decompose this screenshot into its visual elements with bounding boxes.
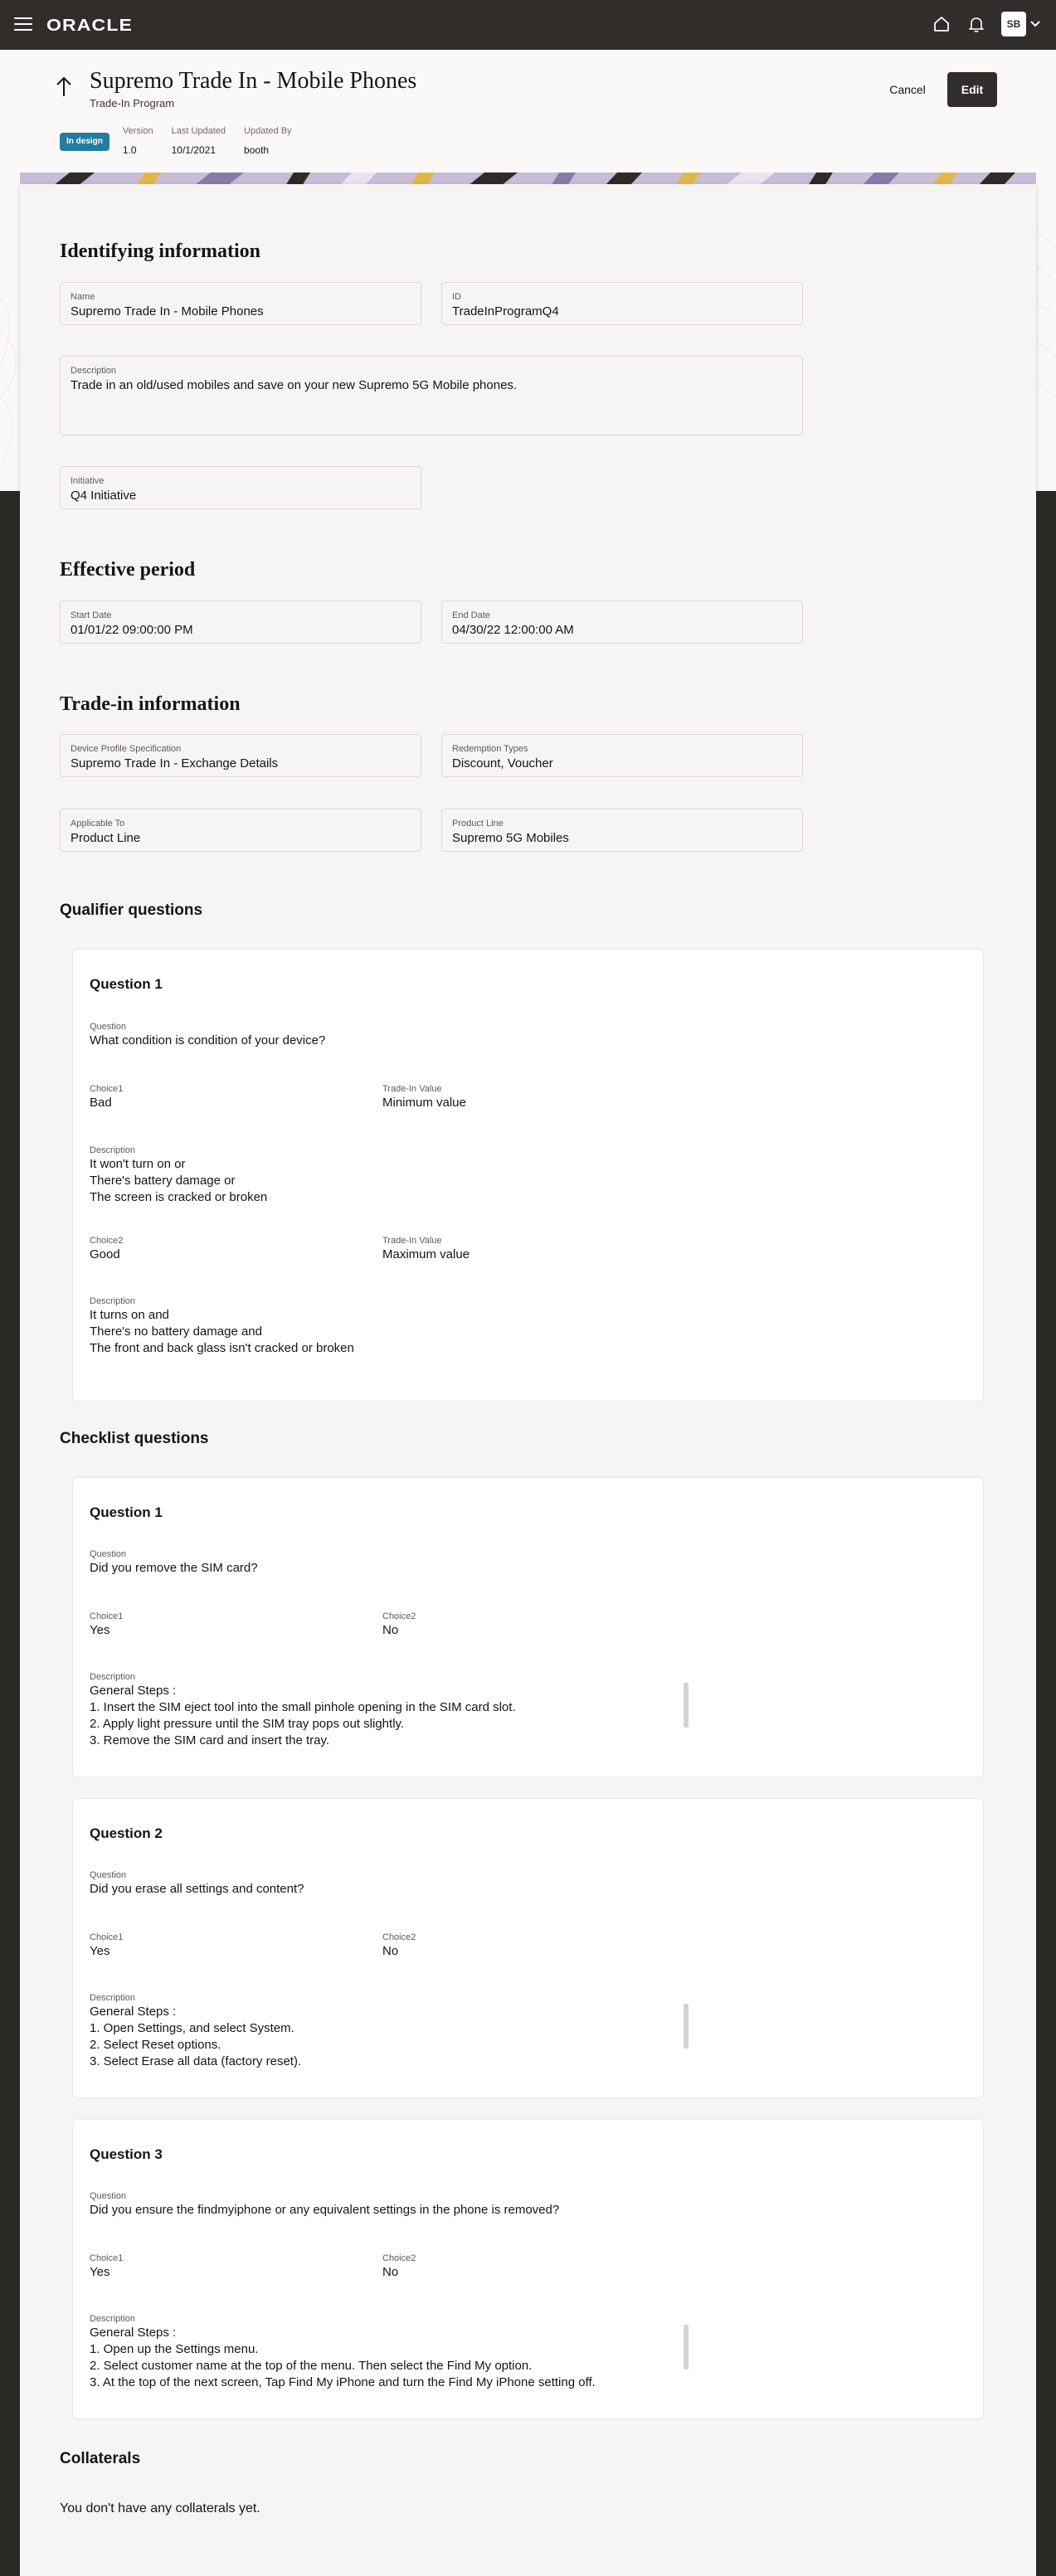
choice1-value: Yes (90, 1944, 110, 1958)
page-subtitle: Trade-In Program (90, 97, 175, 109)
start-date-field: Start Date 01/01/22 09:00:00 PM (60, 600, 421, 644)
scrollbar-thumb[interactable] (684, 2325, 689, 2369)
choice1-value: Yes (90, 1623, 110, 1637)
choice2-value: Good (90, 1247, 120, 1261)
question-title: Question 1 (90, 976, 163, 992)
top-nav-bar (0, 0, 1056, 50)
choice1-value: Bad (90, 1096, 112, 1110)
version-meta: Version 1.0 (122, 126, 153, 156)
checklist-question-card-2: Question 2 Question Did you erase all settings and content? Choice1 Yes Choice2 No Description General Steps : 1. Open Settings, and select System. 2. Select Reset options. 3. Select Erase all data (factory reset). (72, 1798, 984, 2098)
name-field: Name Supremo Trade In - Mobile Phones (60, 282, 421, 325)
checklist-questions-heading: Checklist questions (60, 1430, 209, 1447)
cancel-button[interactable]: Cancel (878, 75, 937, 104)
question-title: Question 2 (90, 1825, 163, 1841)
effective-period-heading: Effective period (60, 559, 196, 581)
description-scroll-area[interactable]: General Steps : 1. Open Settings, and select System. 2. Select Reset options. 3. Select Erase all data (factory reset). (90, 2005, 302, 2068)
choice2-value: No (382, 1944, 399, 1958)
qualifier-question-card: Question 1 Question What condition is condition of your device? Choice1 Bad Trade-In Value Minimum value Description It won't turn on or There's battery damage or The screen is cracked or broken Choice2 Good Trade-In Value Maximum value Description It turns on and There's no battery damage and The front and back glass isn't cracked or broken (72, 949, 984, 1402)
user-menu[interactable] (1001, 12, 1041, 36)
product-line-field: Product Line Supremo 5G Mobiles (441, 809, 803, 852)
scrollbar-thumb[interactable] (684, 1683, 689, 1728)
checklist-question-card-1: Question 1 Question Did you remove the SIM card? Choice1 Yes Choice2 No Description General Steps : 1. Insert the SIM eject tool into the small pinhole opening in the SIM card slot. 2. Apply light pressure until the SIM tray pops out slightly. 3. Remove the SIM card and insert the tray. (72, 1477, 984, 1777)
choice2-value: No (382, 2265, 399, 2279)
id-field: ID TradeInProgramQ4 (441, 282, 803, 325)
avatar[interactable]: SB (1001, 12, 1026, 36)
checklist-question-card-3: Question 3 Question Did you ensure the findmyiphone or any equivalent settings in the phone is removed? Choice1 Yes Choice2 No Description General Steps : 1. Open up the Settings menu. 2. Select customer name at the top of the menu. Then select the Find My option. 3. At the top of the next screen, Tap Find My iPhone and turn the Find My iPhone setting off. (72, 2119, 984, 2419)
scrollbar-thumb[interactable] (684, 2004, 689, 2049)
choice1-description: It won't turn on or There's battery damage or The screen is cracked or broken (90, 1157, 268, 1204)
redemption-types-field: Redemption Types Discount, Voucher (441, 734, 803, 777)
applicable-to-field: Applicable To Product Line (60, 809, 421, 852)
question-title: Question 1 (90, 1504, 163, 1520)
choice2-value: No (382, 1623, 399, 1637)
trade-in-value-1: Minimum value (382, 1096, 466, 1110)
status-badge: In design (60, 133, 109, 151)
collaterals-heading: Collaterals (60, 2450, 141, 2467)
chevron-down-icon[interactable] (1029, 18, 1041, 30)
home-icon[interactable] (932, 14, 951, 34)
description-field: Description Trade in an old/used mobiles and save on your new Supremo 5G Mobile phones. (60, 356, 803, 435)
question-text: What condition is condition of your device? (90, 1033, 326, 1047)
choice1-value: Yes (90, 2265, 110, 2279)
collaterals-empty-message: You don't have any collaterals yet. (60, 2501, 260, 2515)
identifying-information-heading: Identifying information (60, 241, 261, 262)
updated-by-meta: Updated By booth (244, 126, 292, 156)
trade-in-value-2: Maximum value (382, 1247, 470, 1261)
question-title: Question 3 (90, 2146, 163, 2162)
question-text: Did you erase all settings and content? (90, 1882, 304, 1896)
end-date-field: End Date 04/30/22 12:00:00 AM (441, 600, 803, 644)
oracle-logo: ORACLE (46, 17, 134, 35)
description-scroll-area[interactable]: General Steps : 1. Open up the Settings menu. 2. Select customer name at the top of the menu. Then select the Find My option. 3. At the top of the next screen, Tap Find My iPhone and turn the Find My iPhone setting off. (90, 2326, 596, 2389)
device-profile-field: Device Profile Specification Supremo Trade In - Exchange Details (60, 734, 421, 777)
edit-button[interactable]: Edit (947, 72, 997, 107)
trade-in-information-heading: Trade-in information (60, 693, 241, 715)
choice2-description: It turns on and There's no battery damage and The front and back glass isn't cracked or broken (90, 1308, 354, 1355)
question-text: Did you ensure the findmyiphone or any equivalent settings in the phone is removed? (90, 2203, 560, 2217)
hamburger-menu-icon[interactable] (14, 17, 32, 32)
metadata-row (60, 126, 292, 156)
qualifier-questions-heading: Qualifier questions (60, 902, 203, 919)
page-title: Supremo Trade In - Mobile Phones (90, 68, 417, 94)
initiative-field: Initiative Q4 Initiative (60, 466, 421, 509)
description-scroll-area[interactable]: General Steps : 1. Insert the SIM eject tool into the small pinhole opening in the SIM card slot. 2. Apply light pressure until the SIM tray pops out slightly. 3. Remove the SIM card and insert the tray. (90, 1684, 516, 1747)
last-updated-meta: Last Updated 10/1/2021 (171, 126, 226, 156)
back-arrow-icon[interactable] (55, 75, 73, 100)
notifications-bell-icon[interactable] (966, 14, 986, 34)
question-text: Did you remove the SIM card? (90, 1561, 258, 1575)
